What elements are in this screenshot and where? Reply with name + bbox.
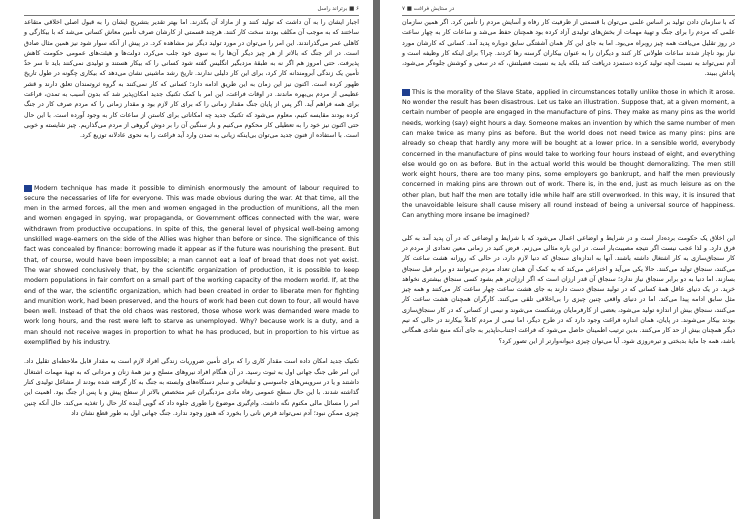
persian-paragraph: اجبار ایشان را به آن داشت که تولید کنند و از مازاد آن بگذرند. اما بهتر تقدیر بتشریح ایشان را به قبول اصلی اخلاقی متقاعد ساختند که به موجب آن مکلف بودند سخت کار کنند. هرچند قسمتی از کارشان صرف تأمین معاش کسانی می‌شد که با بیکارگی و کاهلی عمر می‌گذراندند. این امر را می‌توان در مورد تولید دیگر نیز مشاهده کرد. در پیش از آنکه سوار شود نیز همین مثال صادق است. در اثر جنگ که بالاتر از هر چیز دیگر آن‌ها را به سوی خود جلب می‌کرد، دولت‌ها و هیئت‌های عمومی حکومت کاهش پذیرفت. حتی امروز هم اگر نه به طبقهٔ مزدبگیر انگلیس گفته شود کسانی را که بیکار هستند و تولیدی نمی‌کنند باید تا سر حدّ تأمین یک زندگی آبرومندانه کار کرد، برای این کار دلیلی ندارند. تاریخ رشد ماشینی نشان می‌دهد که بیکاری چگونه در طول تاریخ ظهور کرده است. اکنون نیز این زمان به این طریق ادامه دارد؛ کسانی که کار نمی‌کنند به گروه ثروتمندان تعلق دارند و قشر عظیمی از مردم بی‌بهره ماندند. در اوقات فراغت، این امر با کمک تکنیک جدید امکان‌پذیر شد که بدون آسیب به تمدن، فراغت برای همه فراهم آید. اگر پس از پایان جنگ مقدار زمانی را که برای کار لازم بود و مقدار زمانی را که مردم صرف کار در جنگ کرده بودند مقایسه کنیم، معلوم می‌شود که تکنیک جدید چه امکاناتی برای کاستن از ساعات کار به وجود آورده است. با این حال حتی اکنون نیز خود را به تعطیلی کار محکوم می‌کنیم و بار سنگین آن را بر دوش گروهی از مردم می‌گذاریم. چیز شایسته و خوبی است. با استفاده از فنون جدید می‌توان بی‌اینکه زیانی به تمدن وارد آید فراغت را به نحوی عادلانه توزیع کرد. xyxy=(24,19,359,140)
english-paragraph: This is the morality of the Slave State, applied in circumstances totally unlike those in which it arose. No wonder the result has been disastrous. Let us take an illustration. Suppose that, at a given moment, a certain number of people are engaged in the manufacture of pins. They make as many pins as the world needs, working (say) eight hours a day. Someone makes an invention by which the same number of men can make twice as many pins as before. But the world does not need twice as many pins: pins are already so cheap that hardly any more will be bought at a lower price. In a sensible world, everybody concerned in the manufacture of pins would take to working four hours instead of eight, and everything else would go on as before. But in the actual world this would be thought demoralizing. The men still work eight hours, there are too many pins, some employers go bankrupt, and half the men previously concerned in making pins are thrown out of work. There is, in the end, just as much leisure as on the other plan, but half the men are totally idle while half are still overworked. In this way, it is insured that the unavoidable leisure shall cause misery all round instead of being a universal source of happiness. Can anything more insane be imagined? xyxy=(402,88,735,220)
running-head: ۶ ■ برتراند راسل xyxy=(317,6,359,12)
dropcap-icon xyxy=(402,89,410,96)
persian-translation-paragraph: تکنیک جدید امکان داده است مقدار کاری را که برای تأمین ضروریات زندگی افراد لازم است به مقدار قابل ملاحظه‌ای تقلیل داد. این امر طی جنگ جهانی اول به ثبوت رسید. در آن هنگام افراد نیروهای مسلح و نیز همهٔ زنان و مردانی که به تهیهٔ مهمات اشتغال داشتند و یا در سرویس‌های جاسوسی و تبلیغاتی و سایر دستگاه‌های وابسته به جنگ به کار گرفته شده بودند از مشاغل تولیدی کنار گذاشته شدند. با این حال سطح عمومی رفاه مادی مزدبگیران غیر متخصص بالاتر از سطح پیش و یا پس از جنگ بود. اهمیت این امر را مسائل مالی مکتوم نگه داشت. وام‌گیری موضوع را طوری جلوه داد که گویی آینده کار حال را تغذیه می‌کند. حال آنکه چنین چیزی ممکن نبود؛ آدم نمی‌تواند قرص نانی را بخورد که هنوز وجود ندارد. جنگ جهانی اول به طور قطع نشان داد xyxy=(24,358,359,417)
persian-translation-paragraph: این اخلاق یک حکومت برده‌دار است و در شرایط و اوضاعی اعمال می‌شود که با شرایط و اوضاعی که در آن پدید آمد به کلی فرق دارد. و لذا عجب نیست اگر نتیجه مصیبت‌بار است. در این باره مثالی می‌زنم. فرض کنید در زمانی معین تعدادی از مردم در کار سنجاق‌سازی به کار اشتغال داشته باشند. آنها به اندازه‌ای سنجاق که دنیا لازم دارد، در حالی که روزانه هشت ساعت کار می‌کنند، سنجاق تولید می‌کنند. حالا یکی می‌آید و اختراعی می‌کند که به کمک آن همان تعداد مردم می‌توانند دو برابر قبل سنجاق بسازند. اما دنیا به دو برابر سنجاق نیاز ندارد؛ سنجاق آن قدر ارزان است که اگر ارزان‌تر هم بشود کسی سنجاق بیشتری نخواهد خرید. در یک دنیای عاقل همهٔ کسانی که در تولید سنجاق دست دارند به جای هشت ساعت چهار ساعت کار می‌کنند و همه چیز مثل سابق ادامه پیدا می‌کند. اما در دنیای واقعی چنین چیزی را بی‌اخلاقی تلقی می‌کنند. کارگران همچنان هشت ساعت کار می‌کنند، سنجاق بیش از اندازه تولید می‌شود، بعضی از کارفرمایان ورشکست می‌شوند و نیمی از کسانی که در کار سنجاق‌سازی بودند بیکار می‌شوند. در پایان، همان اندازه فراغت وجود دارد که در طرح دیگر، اما نیمی از مردم کاملاً بیکارند در حالی که نیم دیگر همچنان بیش از حد کار می‌کنند. بدین ترتیب اطمینان حاصل می‌شود که فراغت اجتناب‌ناپذیر به جای آنکه منبع شادی همگانی باشد، همه جا مایهٔ بدبختی و تیره‌روزی شود. آیا می‌توان چیزی دیوانه‌وارتر از این تصور کرد؟ xyxy=(401,234,735,345)
page-header xyxy=(24,6,359,16)
page-header xyxy=(402,6,735,16)
dropcap-icon xyxy=(24,185,32,192)
persian-paragraph: که با سازمان دادن تولید بر اساس علمی می‌توان با قسمتی از ظرفیت کار رفاه و آسایش مردم را تأمین کرد. اگر همین سازمان علمی که مردم را برای جنگ و تهیهٔ مهمات از بخش‌های تولیدی آزاد کرده بود همچنان حفظ می‌شد و ساعات کار به چهار ساعت در روز تقلیل می‌یافت همه چیز روبراه می‌بود. اما به جای این کار همان آشفتگی سابق دوباره پدید آمد. کسانی که کارشان مورد نیاز بود ناچار شدند ساعات طولانی کار کنند و دیگران را به عنوان بیکاران گرسنه رها کردند. چرا؟ برای اینکه کار وظیفه است و آدم نمی‌تواند به نسبت آنچه تولید کرده دستمزد دریافت کند بلکه باید به نسبت فضیلتش، که در سعی و کوشش جلوه‌گر می‌شود، پاداش ببیند. xyxy=(402,19,735,78)
running-head: در ستایش فراغت ■ ۷ xyxy=(402,6,455,12)
english-paragraph: Modern technique has made it possible to diminish enormously the amount of labour required to secure the necessaries of life for everyone. This was made obvious during the war. At that time, all the men in the armed forces, all the men and women engaged in the production of munitions, all the men and women engaged in spying, war propaganda, or Government offices connected with the war, were withdrawn from productive occupations. In spite of this, the general level of physical well-being among unskilled wage-earners on the side of the Allies was higher than before or since. The significance of this fact was concealed by finance: borrowing made it appear as if the future was nourishing the present. But that, of course, would have been impossible; a man cannot eat a loaf of bread that does not yet exist. The war showed conclusively that, by the scientific organization of production, it is possible to keep modern populations in fair comfort on a small part of the working capacity of the modern world. If, at the end of the war, the scientific organization, which had been created in order to liberate men for fighting and munition work, had been preserved, and the hours of work had been cut down to four, all would have been well. Instead of that the old chaos was restored, those whose work was demanded were made to work long hours, and the rest were left to starve as unemployed. Why? because work is a duty, and a man should not receive wages in proportion to what he has produced, but in proportion to his virtue as exemplified by his industry. xyxy=(24,184,359,347)
header-rule xyxy=(402,15,735,16)
book-gutter xyxy=(373,0,380,519)
right-page xyxy=(380,0,753,519)
left-page xyxy=(0,0,373,519)
header-rule xyxy=(24,15,359,16)
